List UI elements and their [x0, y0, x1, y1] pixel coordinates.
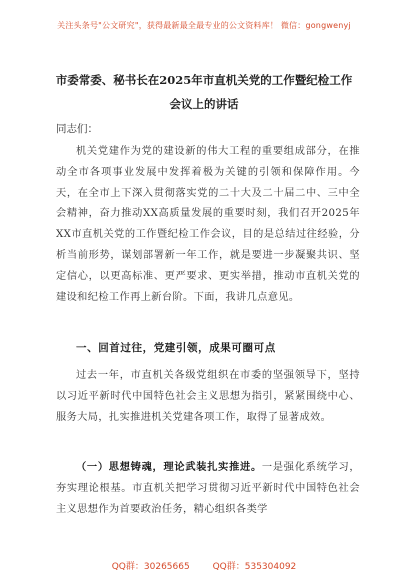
title-line-1: 市委常委、秘书长在2025年市直机关党的工作暨纪检工作: [55, 73, 353, 87]
section-heading-1: 一、回首过往，党建引领，成果可圈可点: [76, 342, 276, 354]
document-title: [40, 68, 368, 116]
subsection-1-heading: （一）思想铸魂，理论武装扎实推进。: [76, 461, 262, 473]
salutation: 同志们：: [56, 123, 98, 135]
subsection-1-body: 一是强化系统学习，夯实理论根基。市直机关把学习贯彻习近平新时代中国特色社会主义思想作为首要政治任务，精心组织各类学: [56, 462, 360, 515]
footer-contact: [0, 559, 408, 572]
paragraph-review: 过去一年，市直机关各级党组织在市委的坚强领导下，坚持以习近平新时代中国特色社会主义思想为指引，紧紧围绕中心、服务大局，扎实推进机关党建各项工作，取得了显著成效。: [56, 370, 360, 423]
paragraph-intro: 机关党建作为党的建设新的伟大工程的重要组成部分，在推动全市各项事业发展中发挥着极为关键的引领和保障作用。今天，在全市上下深入贯彻落实党的二十大及二十届二中、三中全会精神，奋力推动XX高质量发展的重要时刻，我们召开2025年XX市直机关党的工作暨纪检工作会议，目的是总结过往经验，分析当前形势，谋划部署新一年工作，就是要进一步凝聚共识、坚定信心，以更高标准、更严要求、更实举措，推动市直机关党的建设和纪检工作再上新台阶。下面，我讲几点意见。: [56, 146, 360, 303]
footer-qq-group-1: QQ群：30265665: [111, 562, 190, 572]
title-line-2: 会议上的讲话: [169, 97, 239, 111]
footer-qq-group-2: QQ群：535304092: [212, 562, 297, 572]
header-banner: 关注头条号"公文研究"，获得最新最全最专业的公文资料库！ 微信：gongwenyj: [57, 21, 351, 30]
paragraph-subsection-1: [56, 457, 360, 520]
